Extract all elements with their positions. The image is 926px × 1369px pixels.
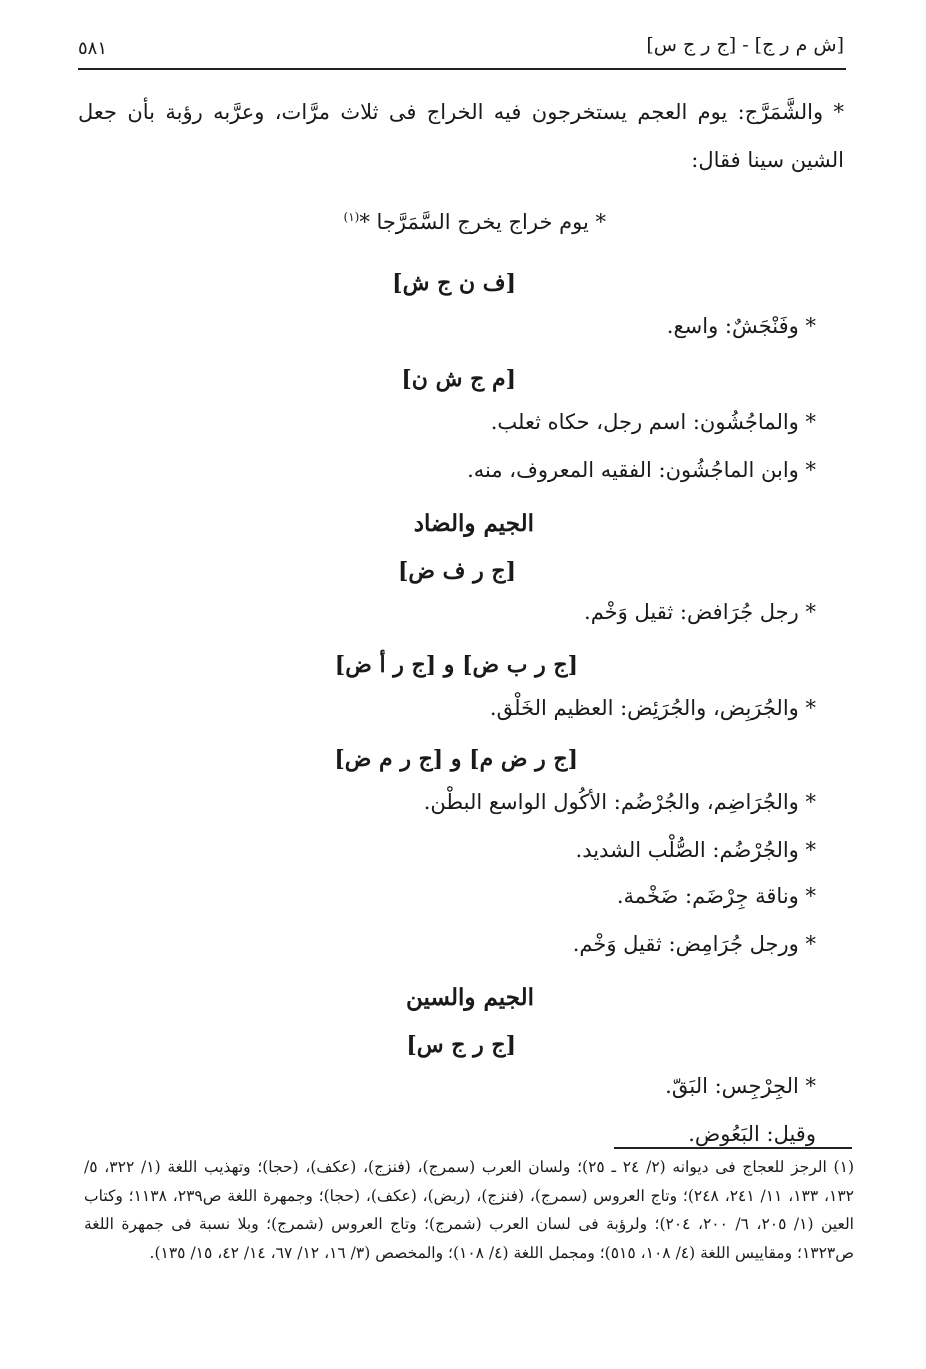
- running-header-roots: [ش م ر ج] - [ج ر ج س]: [646, 34, 844, 56]
- root-heading-jrjs: [ج ر ج س]: [406, 1032, 516, 1058]
- entry-jurabid: * والجُرَبِض، والجُرَئِض: العظيم الخَلْق.: [489, 696, 816, 720]
- entry-ibn-majishun: * وابن الماجُشُون: الفقيه المعروف، منه.: [467, 458, 816, 482]
- footnote-marker: (١): [343, 210, 360, 224]
- footnote-divider: [614, 1147, 852, 1149]
- verse-text: * يوم خراج يخرج السَّمَرَّجا *: [359, 210, 606, 234]
- book-page: [78, 30, 855, 1350]
- entry-naqa-jirdam: * وناقة جِرْضَم: ضَخْمة.: [616, 884, 816, 908]
- page-header: [78, 30, 846, 70]
- root-heading-jrbd-jrad: [ج ر ب ض] و [ج ر أ ض]: [334, 652, 578, 678]
- chapter-jim-dad: الجيم والضاد: [413, 510, 534, 537]
- intro-paragraph: * والشَّمَرَّج: يوم العجم يستخرجون فيه الخراج فى ثلاث مرَّات، وعرَّبه رؤبة بأن جعل الشين سينا فقال:: [78, 100, 844, 172]
- entry-jurādim: * والجُرَاضِم، والجُرْضُم: الأكُول الواسع البطْن.: [423, 790, 816, 814]
- entry-jurafid: * رجل جُرَافض: ثقيل وَخْم.: [584, 600, 816, 624]
- entry-note-baud: وقيل: البَعُوض.: [688, 1122, 816, 1146]
- root-heading-fnjsh: [ف ن ج ش]: [392, 270, 516, 296]
- root-heading-mjshn: [م ج ش ن]: [401, 366, 516, 392]
- entry-fanjash: * وفَنْجَشٌ: واسع.: [666, 314, 816, 338]
- entry-majishun: * والماجُشُون: اسم رجل، حكاه ثعلب.: [490, 410, 816, 434]
- page-number: ٥٨١: [78, 38, 108, 59]
- footnote: (١) الرجز للعجاج فى ديوانه (٢/ ٢٤ ـ ٢٥)؛ ولسان العرب (سمرج)، (فنزج)، (عكف)، (حجا)؛ وتهذيب اللغة (١/ ٣٢٢، ٥/ ١٣٢، ١٣٣، ١١/ ٢٤١، ٢٤٨)؛ وتاج العروس (سمرج)، (فنزج)، (ربض)، (عكف)، (حجا)؛ وجمهرة اللغة ص٢٣٩، ١١٣٨؛ وكتاب العين (١/ ٢٠٥، ٦/ ٢٠٠، ٢٠٤)؛ ولرؤبة فى لسان العرب (شمرج)؛ وتاج العروس (شمرج)؛ وبلا نسبة فى جمهرة اللغة ص١٣٢٣؛ ومقاييس اللغة (٤/ ١٠٨، ٥١٥)؛ ومجمل اللغة (٤/ ١٠٨)؛ والمخصص (٣/ ١٦، ١٢/ ٦٧، ١٤/ ٤٢، ١٥/ ١٣٥).: [84, 1158, 855, 1262]
- entry-jirjis: * الجِرْجِس: البَقّ.: [665, 1074, 816, 1098]
- root-heading-jrfd: [ج ر ف ض]: [397, 558, 516, 584]
- root-heading-jrdm-jrmd: [ج ر ض م] و [ج ر م ض]: [334, 746, 578, 772]
- chapter-jim-sin: الجيم والسين: [406, 984, 534, 1011]
- verse-line: [344, 210, 606, 234]
- entry-juramid: * ورجل جُرَامِض: ثقيل وَخْم.: [572, 932, 816, 956]
- entry-jurdum: * والجُرْضُم: الصُّلْب الشديد.: [575, 838, 816, 862]
